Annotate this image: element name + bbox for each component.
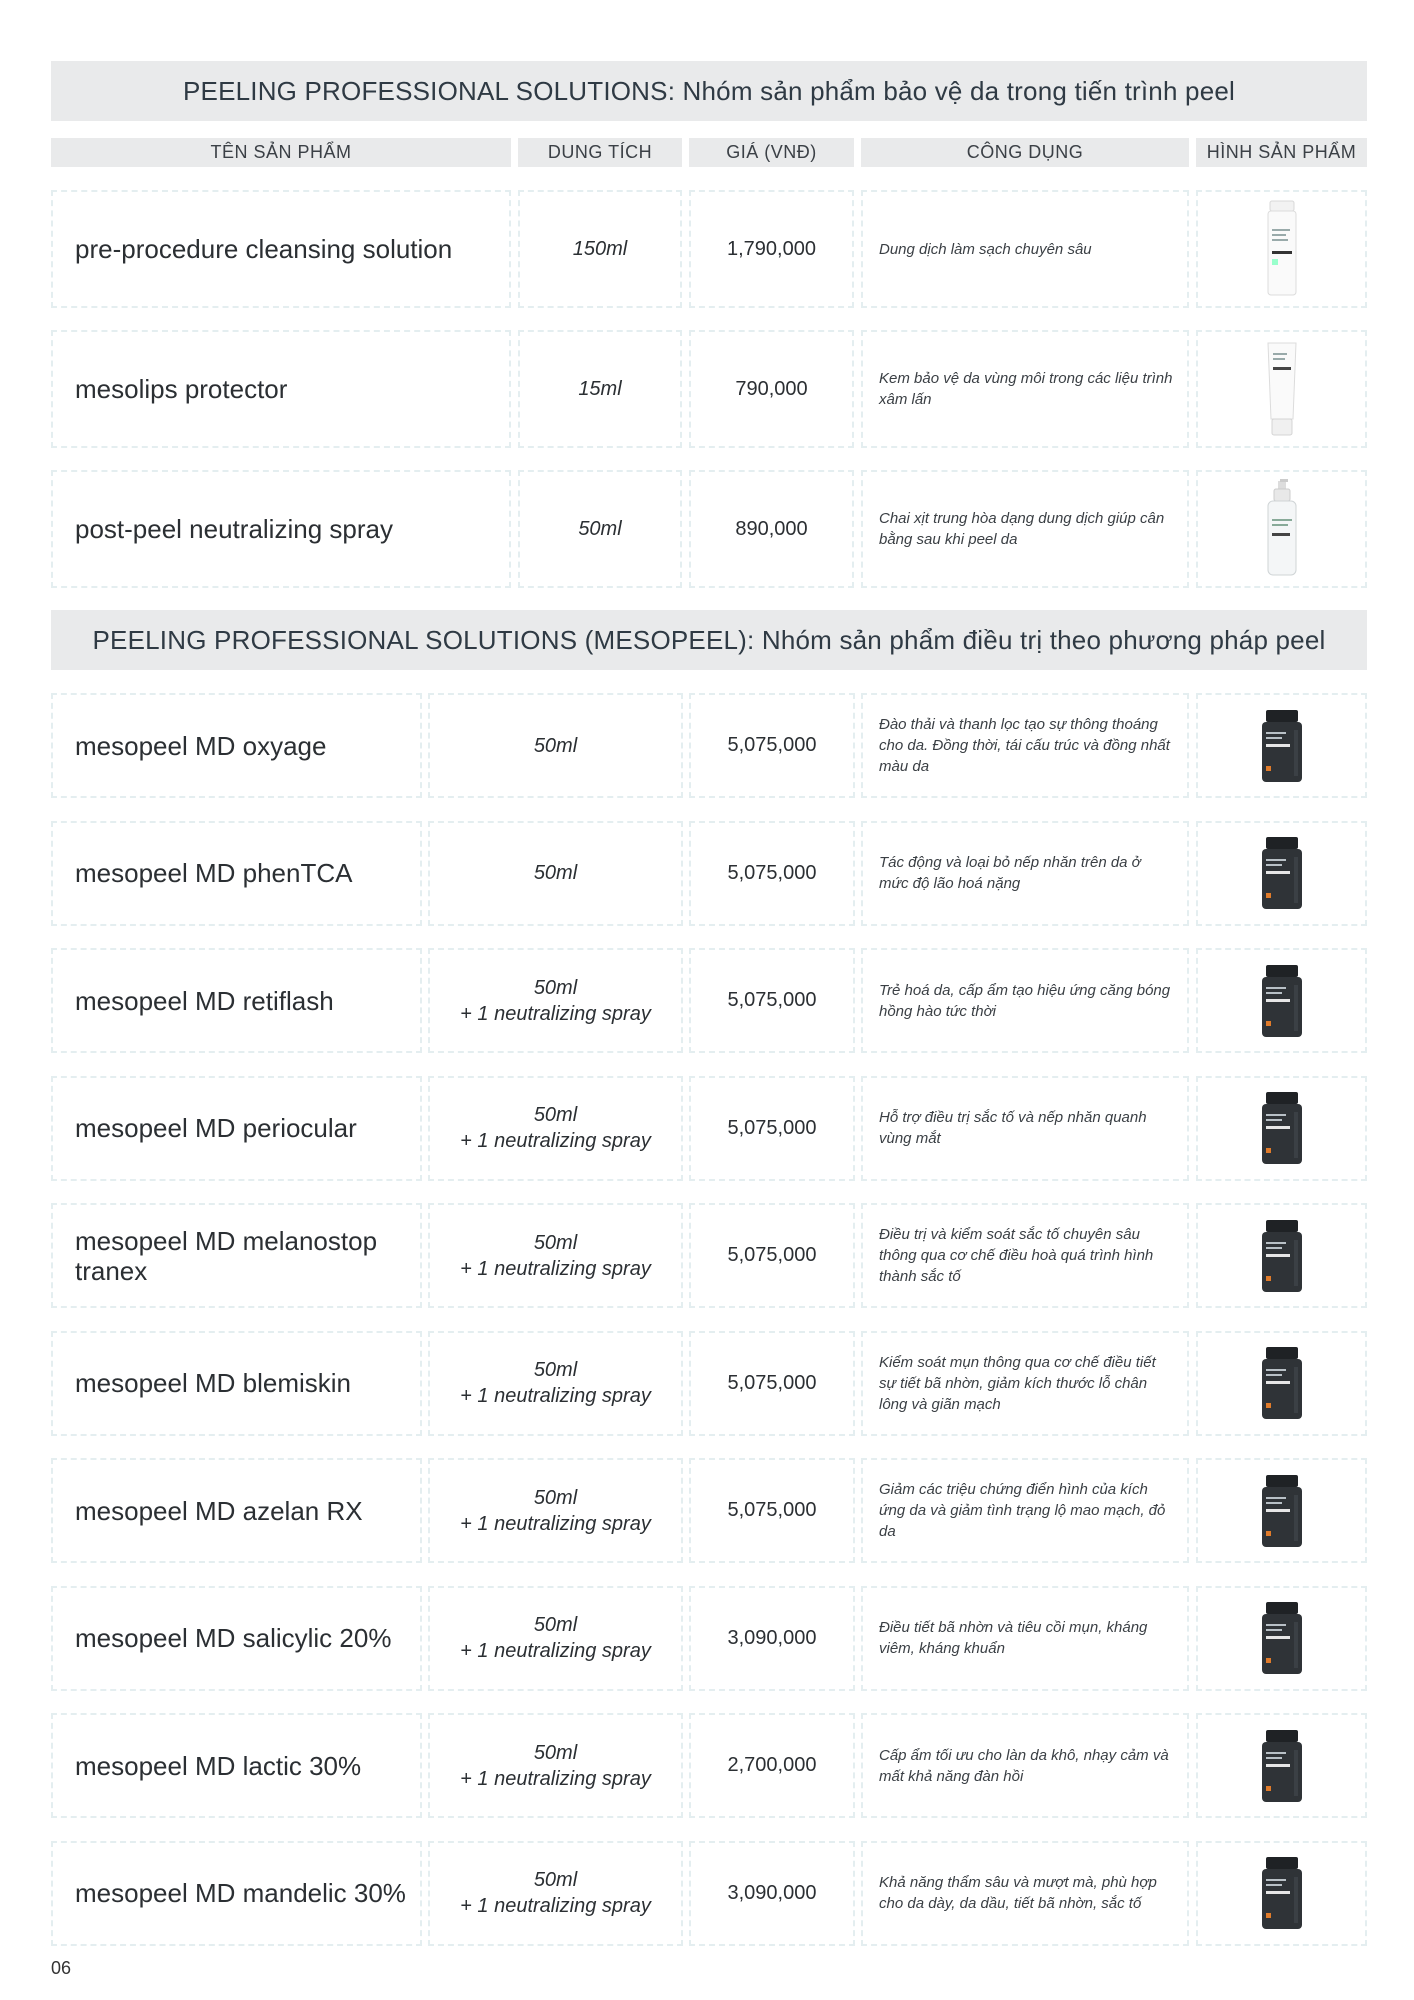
product-price: 5,075,000 [727, 989, 817, 1011]
volume-cell [428, 1203, 683, 1308]
product-price: 3,090,000 [727, 1881, 817, 1904]
product-price: 790,000 [735, 377, 808, 400]
product-price: 2,700,000 [727, 1754, 817, 1776]
product-use: Điều trị và kiểm soát sắc tố chuyên sâu thông qua cơ chế điều hoà quá trình hình thành sắc tố [879, 1226, 1154, 1285]
price-cell [689, 821, 855, 926]
product-name: mesopeel MD periocular [75, 1113, 357, 1143]
amber-jar-icon [1258, 1728, 1306, 1804]
product-name-cell [51, 1841, 422, 1946]
product-image-cell [1196, 821, 1367, 926]
product-volume: 15ml [578, 378, 622, 400]
price-cell [689, 1331, 855, 1436]
product-name-cell [51, 693, 422, 798]
product-volume: 50ml [533, 1104, 578, 1126]
product-name: mesolips protector [75, 374, 288, 404]
product-volume: 50ml [533, 1486, 578, 1509]
product-use: Kem bảo vệ da vùng môi trong các liệu trình xâm lấn [879, 370, 1173, 408]
volume-cell [428, 1331, 683, 1436]
product-use: Cấp ẩm tối ưu cho làn da khô, nhạy cảm và mất khả năng đàn hồi [879, 1746, 1169, 1785]
header-image: HÌNH SẢN PHẨM [1196, 138, 1367, 167]
product-use: Trẻ hoá da, cấp ẩm tạo hiệu ứng căng bóng hồng hào tức thời [879, 981, 1171, 1020]
volume-cell [428, 1458, 683, 1563]
product-volume-extra: + 1 neutralizing spray [460, 1640, 651, 1662]
section-1-title [51, 61, 1367, 121]
page-number: 06 [51, 1958, 72, 1978]
amber-jar-icon [1258, 708, 1306, 784]
product-image-cell [1196, 1841, 1367, 1946]
volume-cell [428, 821, 683, 926]
product-volume-extra: + 1 neutralizing spray [460, 1895, 651, 1917]
product-name-cell [51, 1713, 422, 1818]
product-volume-extra: + 1 neutralizing spray [460, 1130, 651, 1152]
product-use: Kiểm soát mụn thông qua cơ chế điều tiết sự tiết bã nhờn, giảm kích thước lỗ chân lông và giãn mạch [879, 1353, 1156, 1413]
product-image-cell [1196, 330, 1367, 448]
amber-jar-icon [1258, 1090, 1306, 1166]
product-price: 5,075,000 [727, 1371, 817, 1394]
product-name-cell [51, 1076, 422, 1181]
product-name: mesopeel MD salicylic 20% [75, 1623, 392, 1653]
product-use: Giảm các triệu chứng điển hình của kích ứng da và giảm tình trạng lộ mao mạch, đỏ da [879, 1481, 1166, 1540]
use-cell [861, 821, 1189, 926]
product-use: Khả năng thẩm sâu và mượt mà, phù hợp cho da dày, da dầu, tiết bã nhờn, sắc tố [879, 1874, 1157, 1912]
product-volume-extra: + 1 neutralizing spray [460, 1002, 651, 1025]
product-name-cell [51, 1203, 422, 1308]
product-volume-extra: + 1 neutralizing spray [460, 1767, 651, 1790]
cleansing-bottle-icon [1262, 199, 1302, 299]
use-cell [861, 1203, 1189, 1308]
use-cell [861, 1331, 1189, 1436]
product-price: 5,075,000 [727, 861, 817, 884]
volume-cell [428, 1076, 683, 1181]
product-name-cell [51, 330, 511, 448]
price-cell [689, 470, 854, 588]
product-name-cell [51, 1331, 422, 1436]
use-cell [861, 330, 1189, 448]
price-cell [689, 693, 855, 798]
product-name: mesopeel MD azelan RX [75, 1495, 363, 1526]
use-cell [861, 1458, 1189, 1563]
use-cell [861, 1841, 1189, 1946]
product-volume: 50ml [533, 1869, 578, 1891]
volume-cell [428, 948, 683, 1053]
product-price: 1,790,000 [727, 237, 816, 260]
product-use: Dung dịch làm sạch chuyên sâu [879, 240, 1092, 258]
product-name-cell [51, 190, 511, 308]
product-name: mesopeel MD mandelic 30% [75, 1878, 406, 1908]
header-price: GIÁ (VNĐ) [689, 138, 854, 167]
use-cell [861, 1713, 1189, 1818]
product-image-cell [1196, 693, 1367, 798]
price-cell [689, 1586, 855, 1691]
volume-cell [428, 1841, 683, 1946]
section-1-title-text: PEELING PROFESSIONAL SOLUTIONS: Nhóm sản phẩm bảo vệ da trong tiến trình peel [182, 75, 1235, 106]
product-name-cell [51, 1458, 422, 1563]
product-volume: 50ml [578, 518, 622, 540]
product-price: 3,090,000 [727, 1626, 817, 1649]
tube-icon [1262, 339, 1302, 439]
product-name: mesopeel MD blemiskin [75, 1368, 351, 1398]
use-cell [861, 1586, 1189, 1691]
product-name-cell [51, 821, 422, 926]
product-name-cell [51, 1586, 422, 1691]
product-name: mesopeel MD retiflash [75, 985, 334, 1016]
product-use: Hỗ trợ điều trị sắc tố và nếp nhăn quanh vùng mắt [879, 1109, 1147, 1147]
product-volume: 150ml [572, 238, 628, 260]
product-volume-extra: + 1 neutralizing spray [460, 1257, 651, 1280]
volume-cell [428, 1713, 683, 1818]
use-cell [861, 948, 1189, 1053]
product-price: 5,075,000 [727, 1116, 817, 1139]
section-2-title-text: PEELING PROFESSIONAL SOLUTIONS (MESOPEEL): Nhóm sản phẩm điều trị theo phương pháp peel [92, 624, 1326, 655]
product-image-cell [1196, 948, 1367, 1053]
product-image-cell [1196, 1458, 1367, 1563]
product-volume: 50ml [533, 976, 578, 999]
volume-cell [518, 470, 682, 588]
header-use: CÔNG DỤNG [861, 138, 1189, 167]
product-volume: 50ml [533, 862, 578, 884]
header-product-name: TÊN SẢN PHẨM [51, 138, 511, 167]
product-image-cell [1196, 1331, 1367, 1436]
amber-jar-icon [1258, 963, 1306, 1039]
product-price: 5,075,000 [727, 1499, 817, 1521]
product-name: post-peel neutralizing spray [75, 514, 393, 544]
price-cell [689, 1458, 855, 1563]
product-image-cell [1196, 470, 1367, 588]
product-name: mesopeel MD melanostop tranex [75, 1225, 378, 1286]
product-use: Chai xịt trung hòa dạng dung dịch giúp cân bằng sau khi peel da [879, 510, 1165, 548]
product-volume: 50ml [533, 1741, 578, 1764]
amber-jar-icon [1258, 1855, 1306, 1931]
price-cell [689, 330, 854, 448]
product-volume: 50ml [533, 734, 578, 757]
use-cell [861, 693, 1189, 798]
amber-jar-icon [1258, 1473, 1306, 1549]
use-cell [861, 470, 1189, 588]
volume-cell [518, 330, 682, 448]
product-volume: 50ml [533, 1614, 578, 1636]
product-price: 5,075,000 [727, 734, 817, 756]
product-name: mesopeel MD oxyage [75, 730, 327, 761]
product-volume-extra: + 1 neutralizing spray [460, 1385, 651, 1407]
header-volume: DUNG TÍCH [518, 138, 682, 167]
product-image-cell [1196, 1586, 1367, 1691]
product-use: Tác động và loại bỏ nếp nhăn trên da ở mức độ lão hoá nặng [879, 854, 1141, 892]
use-cell [861, 190, 1189, 308]
price-cell [689, 1713, 855, 1818]
volume-cell [428, 693, 683, 798]
volume-cell [518, 190, 682, 308]
price-cell [689, 948, 855, 1053]
product-name-cell [51, 470, 511, 588]
product-image-cell [1196, 1713, 1367, 1818]
product-name: mesopeel MD phenTCA [75, 858, 353, 888]
product-volume-extra: + 1 neutralizing spray [460, 1512, 651, 1535]
spray-bottle-icon [1262, 479, 1302, 579]
product-volume: 50ml [533, 1359, 578, 1381]
amber-jar-icon [1258, 1345, 1306, 1421]
product-name-cell [51, 948, 422, 1053]
amber-jar-icon [1258, 835, 1306, 911]
use-cell [861, 1076, 1189, 1181]
product-price: 890,000 [735, 517, 808, 540]
product-image-cell [1196, 1203, 1367, 1308]
amber-jar-icon [1258, 1600, 1306, 1676]
price-cell [689, 1841, 855, 1946]
product-image-cell [1196, 190, 1367, 308]
product-use: Điều tiết bã nhờn và tiêu cồi mụn, kháng viêm, kháng khuẩn [879, 1619, 1148, 1657]
product-volume: 50ml [533, 1231, 578, 1254]
product-name: pre-procedure cleansing solution [75, 234, 453, 264]
product-image-cell [1196, 1076, 1367, 1181]
product-price: 5,075,000 [727, 1244, 817, 1266]
product-name: mesopeel MD lactic 30% [75, 1750, 362, 1781]
volume-cell [428, 1586, 683, 1691]
price-cell [689, 190, 854, 308]
price-cell [689, 1076, 855, 1181]
price-cell [689, 1203, 855, 1308]
section-2-title [51, 610, 1367, 670]
product-use: Đào thải và thanh lọc tạo sự thông thoáng cho da. Đồng thời, tái cấu trúc và đồng nhất màu da [879, 716, 1170, 775]
amber-jar-icon [1258, 1218, 1306, 1294]
